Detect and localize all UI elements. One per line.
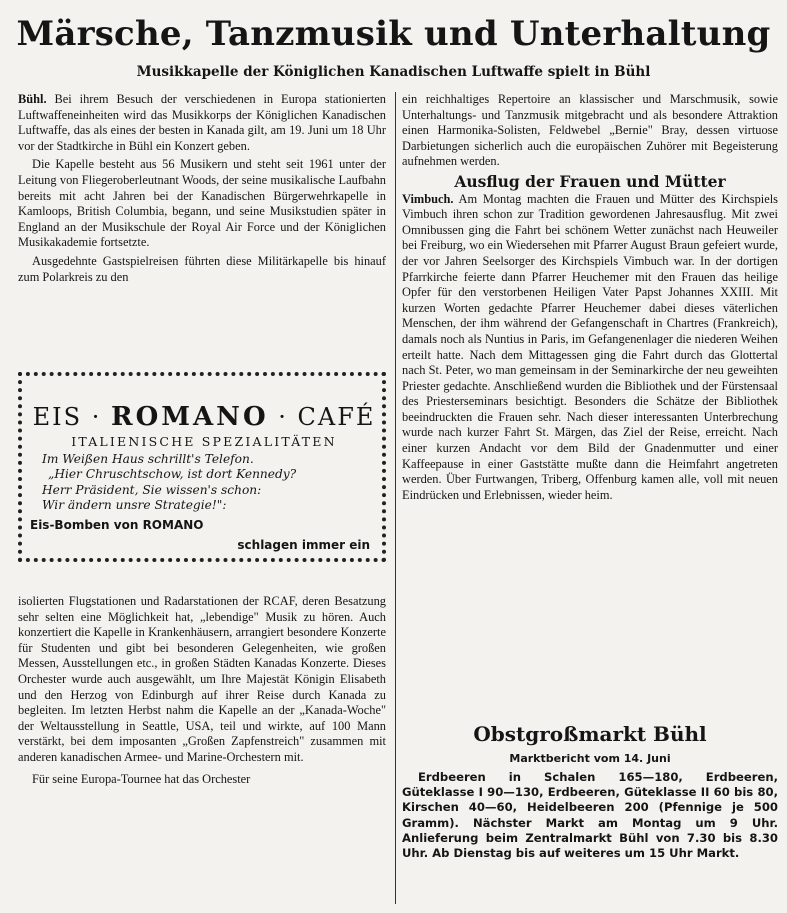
article-paragraph-1-text: Bei ihrem Besuch der verschiedenen in Europa stationierten Luftwaffeneinheiten wird das Musikkorps der Königlichen Kanadischen Luftwaffe, das als eines der besten in Kanada gilt, am 19. Juni um 18 Uhr vor der Stadtkirche in Bühl ein Konzert geben. bbox=[18, 92, 386, 153]
excursion-paragraph bbox=[402, 192, 778, 504]
headline: Märsche, Tanzmusik und Unterhaltung bbox=[16, 14, 771, 54]
market-report bbox=[402, 770, 778, 861]
ad-separator: · bbox=[278, 403, 288, 431]
article-paragraph-2: Die Kapelle besteht aus 56 Musikern und steht seit 1961 unter der Leitung von Fliegeroberleutnant Woods, der seine musikalische Laufbahn bereits mit acht Jahren bei der Kanadischen Bürgerwehrkapelle in Kamloops, British Columbia, begann, und seine Musikstudien später in England an der Musikschule der Royal Air Force und der Königlichen Musikakademie fortsetzte. bbox=[18, 157, 386, 250]
article-left-bottom bbox=[18, 594, 386, 787]
article-left-top bbox=[18, 92, 386, 285]
excursion-text: Am Montag machten die Frauen und Mütter des Kirchspiels Vimbuch ihren schon zur Tradition gewordenen Jahresausflug. Mit zwei Omnibussen ging die Fahrt bei schönem Wetter zunächst nach Heuweiler bei Freiburg, wo ein Wiedersehen mit Pfarrer August Braun gefeiert wurde, der vor Jahren Seelsorger des Kirchspiels Vimbuch war. In der dortigen Pfarrkirche feierte dann Pfarrer Heuchemer mit den Frauen das heilige Opfer für den verstorbenen Heiligen Vater Papst Johannes XXIII. Mit kurzen Worten gedachte Pfarrer Heuchemer dabei dieses väterlichen Menschen, der ihm während der Gefangenschaft in Chartres (Frankreich), damals noch als Nuntius in Paris, im Gefangenenlager die niederen Weihen erteilt hatte. Nach dem Mittagessen ging die Fahrt durch das Glottertal nach St. Peter, wo man gemeinsam in der Seminarkirche der neu geweihten Priester gedachte. Anschließend wurden die Bibliothek und der Fürstensaal des Priesterseminars besichtigt. Besonders die Schätze der Bibliothek beeindruckten die Frauen sehr. Nach dieser interessanten Unterbrechung wurde nach kurzer Fahrt St. Märgen, das Ziel der Reise, erreicht. Nach einer kurzen Andacht vor dem Bild der Gnadenmutter und einer Kaffeepause in einer Gaststätte mußte dann die Heimfahrt angetreten werden. Über Furtwangen, Triberg, Offenburg kamen alle, voll mit neuen Eindrücken und Erlebnissen, wieder heim. bbox=[402, 191, 778, 502]
ad-word-eis: EIS bbox=[32, 403, 83, 431]
right-column bbox=[402, 92, 778, 503]
ad-separator: · bbox=[91, 403, 102, 431]
romano-advertisement bbox=[18, 372, 386, 562]
column-divider bbox=[395, 92, 396, 904]
ad-footer-line-2: schlagen immer ein bbox=[237, 538, 370, 552]
article-paragraph-5: Für seine Europa-Tournee hat das Orchester bbox=[32, 771, 251, 786]
dateline-buehl: Bühl. bbox=[18, 92, 47, 106]
market-subheading: Marktbericht vom 14. Juni bbox=[509, 752, 671, 765]
subheadline: Musikkapelle der Königlichen Kanadischen Luftwaffe spielt in Bühl bbox=[136, 64, 651, 80]
market-report-text: Erdbeeren in Schalen 165—180, Erdbeeren, Güteklasse I 90—130, Erdbeeren, Güteklasse II 60 bis 80, Kirschen 40—60, Heidelbeeren 200 (Pfennige je 500 Gramm). Nächster Markt am Montag um 9 Uhr. Anlieferung beim Zentralmarkt Bühl von 7.30 bis 8.30 Uhr. Ab Dienstag bis auf weiteres um 15 Uhr Markt. bbox=[402, 770, 778, 861]
dateline-vimbuch: Vimbuch. bbox=[402, 191, 454, 206]
ad-poem bbox=[42, 452, 372, 514]
ad-poem-line: Im Weißen Haus schrillt's Telefon. bbox=[42, 452, 254, 466]
excursion-heading: Ausflug der Frauen und Mütter bbox=[454, 171, 726, 191]
ad-poem-line: Herr Präsident, Sie wissen's schon: bbox=[42, 482, 262, 497]
ad-poem-line: „Hier Chruschtschow, ist dort Kennedy? bbox=[48, 467, 297, 482]
ad-word-cafe: CAFÉ bbox=[297, 403, 376, 431]
market-heading: Obstgroßmarkt Bühl bbox=[473, 722, 707, 746]
ad-footer-line-1: Eis-Bomben von ROMANO bbox=[30, 518, 204, 532]
article-paragraph-6: ein reichhaltiges Repertoire an klassischer und Marschmusik, sowie Unterhaltungs- und Tanzmusik mitgebracht und als besondere Attraktion einen Harmonika-Solisten, Feldwebel „Bernie" Bray, dessen virtuose Darbietungen sicherlich auch die europäischen Zuhörer mit Begeisterung aufnehmen werden. bbox=[402, 92, 778, 169]
article-paragraph-1 bbox=[18, 92, 386, 154]
article-paragraph-4: isolierten Flugstationen und Radarstationen der RCAF, deren Besatzung sehr selten eine Möglichkeit hat, „lebendige" Musik zu hören. Auch konzertiert die Kapelle in Krankenhäusern, arrangiert besondere Konzerte für Studenten und gibt bei besonderen Gelegenheiten, wie großen Messen, Ausstellungen etc., in großen Städten Kanadas Konzerte. Dieses Orchester wurde auch ausgewählt, um Ihre Majestät Königin Elisabeth und den Herzog von Edinburgh auf ihrer Reise durch Kanada zu begleiten. Im letzten Herbst nahm die Kapelle an der „Kanada-Woche" der Weltausstellung in Seattle, USA, teil und wirkte, auf 100 Mann verstärkt, bei dem imposanten „Großen Zapfenstreich" zusammen mit anderen kanadischen Armee- und Marine-Orchestern mit. bbox=[18, 594, 386, 764]
ad-title bbox=[32, 402, 376, 432]
ad-poem-line: Wir ändern unsre Strategie!": bbox=[42, 498, 227, 513]
ad-subtitle: ITALIENISCHE SPEZIALITÄTEN bbox=[71, 434, 337, 449]
article-paragraph-3: Ausgedehnte Gastspielreisen führten diese Militärkapelle bis hinauf zum Polarkreis zu den bbox=[18, 253, 386, 284]
ad-word-romano: ROMANO bbox=[110, 402, 269, 432]
